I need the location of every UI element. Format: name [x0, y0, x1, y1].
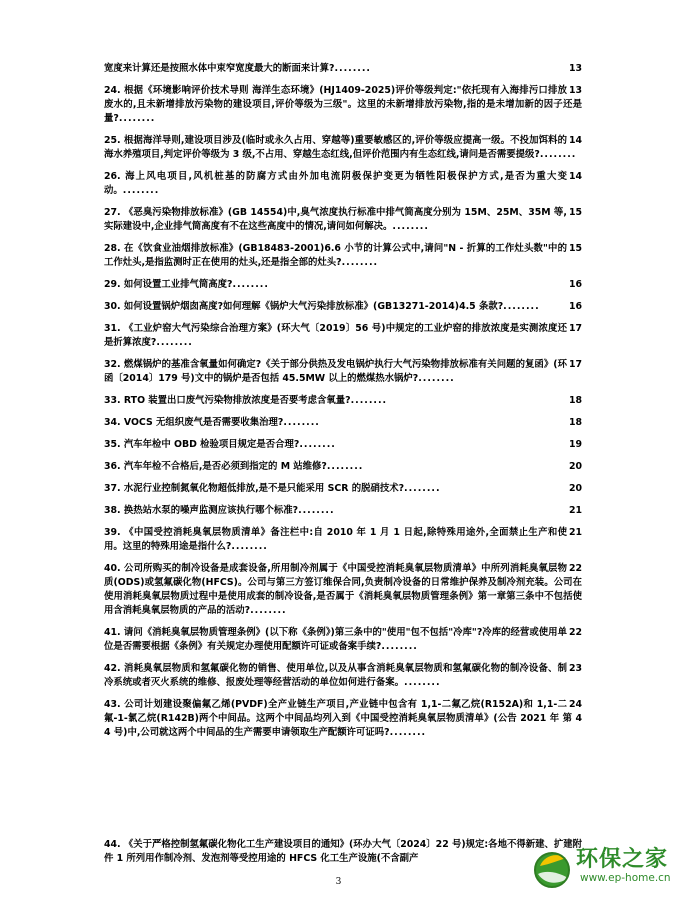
leaf-globe-icon: [530, 844, 576, 892]
toc-entry-page: 15: [568, 207, 582, 218]
toc-entry-page: 20: [568, 483, 582, 494]
toc-entry-text: 26. 海上风电项目,风机桩基的防腐方式由外加电流阴极保护变更为牺牲阳极保护方式,是否为重大变动。: [104, 171, 567, 196]
toc-entry[interactable]: [104, 322, 582, 350]
toc-entry-text: 宽度来计算还是按照水体中束窄宽度最大的断面来计算?: [104, 63, 335, 74]
toc-entry-page: 17: [568, 359, 582, 370]
dot-leader: ........: [404, 677, 441, 688]
dot-leader: ........: [503, 301, 540, 312]
dot-leader: ........: [298, 505, 335, 516]
dot-leader: ........: [299, 439, 336, 450]
table-of-contents: [104, 62, 582, 748]
toc-entry-page: 13: [568, 85, 582, 96]
toc-entry-page: 24: [568, 699, 582, 710]
toc-entry-page: 19: [568, 439, 582, 450]
toc-entry-text: 30. 如何设置锅炉烟囱高度?如何理解《锅炉大气污染排放标准》(GB13271-2014)4.5 条款?: [104, 301, 504, 312]
toc-entry[interactable]: [104, 562, 582, 618]
dot-leader: ........: [231, 541, 268, 552]
toc-entry-text: 37. 水泥行业控制氮氧化物超低排放,是不是只能采用 SCR 的脱硝技术?: [104, 483, 405, 494]
watermark-logo: [528, 838, 677, 896]
toc-entry-page: 21: [568, 505, 582, 516]
toc-entry-page: 13: [568, 63, 582, 74]
page-number: 3: [335, 877, 342, 887]
toc-entry-text: 44. 《关于严格控制氢氟碳化物化工生产建设项目的通知》(环办大气〔2024〕22 号)规定:各地不得新建、扩建附件 1 所列用作制冷剂、发泡剂等受控用途的 HFCS 化工生产设施(不含副产: [104, 839, 582, 864]
toc-entry-text: 24. 根据《环境影响评价技术导则 海洋生态环境》(HJ1409-2025)评价等级判定:"依托现有入海排污口排放废水的,且未新增排放污染物的建设项目,评价等级为三级"。这里的未新增排放污染物,指的是未增加新的因子还是量?: [104, 85, 582, 124]
dot-leader: ........: [392, 221, 429, 232]
toc-entry[interactable]: [104, 300, 582, 314]
toc-entry-text: 32. 燃煤锅炉的基准含氧量如何确定?《关于部分供热及发电锅炉执行大气污染物排放标准有关问题的复函》(环函〔2014〕179 号)文中的锅炉是否包括 45.5MW 以上的燃煤热水锅炉?: [104, 359, 567, 384]
toc-entry-page: 22: [568, 563, 582, 574]
toc-entry-text: 43. 公司计划建设聚偏氟乙烯(PVDF)全产业链生产项目,产业链中包含有 1,1-二氟乙烷(R152A)和 1,1-二氟-1-氯乙烷(R142B)两个中间品。这两个中间品均列入到《中国受控消耗臭氧层物质清单》(公告 2021 年 第 44 号)中,公司就这两个中间品的生产需要申请领取生产配额许可证吗?: [104, 699, 582, 738]
toc-entry-page: 14: [568, 135, 582, 146]
toc-entry-page: 20: [568, 461, 582, 472]
toc-entry-partial: [104, 838, 582, 866]
dot-leader: ........: [118, 113, 156, 124]
toc-entry-text: 34. VOCS 无组织废气是否需要收集治理?: [104, 417, 284, 428]
toc-entry-page: 22: [568, 627, 582, 638]
dot-leader: ........: [232, 279, 269, 290]
toc-entry-page: 14: [568, 171, 582, 182]
dot-leader: ........: [334, 63, 371, 74]
dot-leader: ........: [283, 417, 320, 428]
dot-leader: ........: [341, 257, 379, 268]
toc-entry-text: 31. 《工业炉窑大气污染综合治理方案》(环大气〔2019〕56 号)中规定的工业炉窑的排放浓度是实测浓度还是折算浓度?: [104, 323, 567, 348]
toc-entry-text: 41. 请问《消耗臭氧层物质管理条例》(以下称《条例》)第三条中的"使用"包不包括"冷库"?冷库的经营或使用单位是否需要根据《条例》有关规定办理使用配额许可证或备案手续?: [104, 627, 567, 652]
dot-leader: ........: [350, 395, 388, 406]
toc-entry-page: 18: [568, 395, 582, 406]
toc-entry-text: 40. 公司所购买的制冷设备是成套设备,所用制冷剂属于《中国受控消耗臭氧层物质清单》中所列消耗臭氧层物质(ODS)或氢氟碳化物(HFCS)。公司与第三方签订维保合同,负责制冷设备的日常维护保养及制冷剂充装。公司在使用消耗臭氧层物质过程中是使用成套的制冷设备,是否属于《消耗臭氧层物质管理条例》第一章第三条中不包括使用含消耗臭氧层物质的产品的活动?: [104, 563, 582, 616]
toc-entry-text: 25. 根据海洋导则,建设项目涉及(临时或永久占用、穿越等)重要敏感区的,评价等级应提高一级。不投加饵料的海水养殖项目,判定评价等级为 3 级,不占用、穿越生态红线,但评价范围内有生态红线,请问是否需要提级?: [104, 135, 567, 160]
toc-entry[interactable]: [104, 504, 582, 518]
toc-entry[interactable]: [104, 526, 582, 554]
watermark-url: www.ep-home.cn: [580, 872, 671, 884]
dot-leader: ........: [404, 483, 441, 494]
toc-entry-text: 27. 《恶臭污染物排放标准》(GB 14554)中,臭气浓度执行标准中排气筒高度分别为 15M、25M、35M 等,实际建设中,企业排气筒高度有不在这些高度中的情况,请问如何解决。: [104, 207, 567, 232]
dot-leader: ........: [418, 373, 455, 384]
toc-entry-text: 28. 在《饮食业油烟排放标准》(GB18483-2001)6.6 小节的计算公式中,请问"N - 折算的工作灶头数"中的工作灶头,是指监测时正在使用的灶头,还是指全部的灶头?: [104, 243, 567, 268]
toc-entry-text: 39. 《中国受控消耗臭氧层物质清单》备注栏中:自 2010 年 1 月 1 日起,除特殊用途外,全面禁止生产和使用。这里的特殊用途是指什么?: [104, 527, 567, 552]
toc-entry-page: 17: [568, 323, 582, 334]
toc-entry-text: 36. 汽车年检不合格后,是否必须到指定的 M 站维修?: [104, 461, 327, 472]
toc-entry[interactable]: [104, 358, 582, 386]
toc-entry[interactable]: [104, 394, 582, 408]
toc-entry[interactable]: [104, 416, 582, 430]
dot-leader: ........: [122, 185, 160, 196]
toc-entry-text: 35. 汽车年检中 OBD 检验项目规定是否合理?: [104, 439, 300, 450]
dot-leader: ........: [156, 337, 193, 348]
toc-entry[interactable]: [104, 698, 582, 740]
toc-entry[interactable]: [104, 662, 582, 690]
toc-entry[interactable]: [104, 278, 582, 292]
toc-entry[interactable]: [104, 62, 582, 76]
dot-leader: ........: [539, 149, 577, 160]
toc-entry[interactable]: [104, 134, 582, 162]
toc-entry-text: 33. RTO 装置出口废气污染物排放浓度是否要考虑含氧量?: [104, 395, 351, 406]
toc-entry[interactable]: [104, 460, 582, 474]
toc-entry[interactable]: [104, 84, 582, 126]
toc-entry-page: 18: [568, 417, 582, 428]
watermark-brand: 环保之家: [576, 847, 669, 872]
dot-leader: ........: [326, 461, 364, 472]
dot-leader: ........: [381, 641, 418, 652]
toc-entry-text: 29. 如何设置工业排气筒高度?: [104, 279, 233, 290]
toc-entry-text: 38. 换热站水泵的噪声监测应该执行哪个标准?: [104, 505, 299, 516]
toc-entry-page: 16: [568, 301, 582, 312]
toc-entry-page: 23: [568, 663, 582, 674]
toc-entry-page: 21: [568, 527, 582, 538]
toc-entry-page: 15: [568, 243, 582, 254]
dot-leader: ........: [389, 727, 427, 738]
toc-entry-page: 16: [568, 279, 582, 290]
toc-entry[interactable]: [104, 438, 582, 452]
toc-entry-text: 42. 消耗臭氧层物质和氢氟碳化物的销售、使用单位,以及从事含消耗臭氧层物质和氢氟碳化物的制冷设备、制冷系统或者灭火系统的维修、报废处理等经营活动的单位如何进行备案。: [104, 663, 567, 688]
toc-entry[interactable]: [104, 170, 582, 198]
toc-entry[interactable]: [104, 242, 582, 270]
toc-entry[interactable]: [104, 482, 582, 496]
dot-leader: ........: [250, 605, 287, 616]
toc-entry[interactable]: [104, 206, 582, 234]
toc-entry[interactable]: [104, 626, 582, 654]
